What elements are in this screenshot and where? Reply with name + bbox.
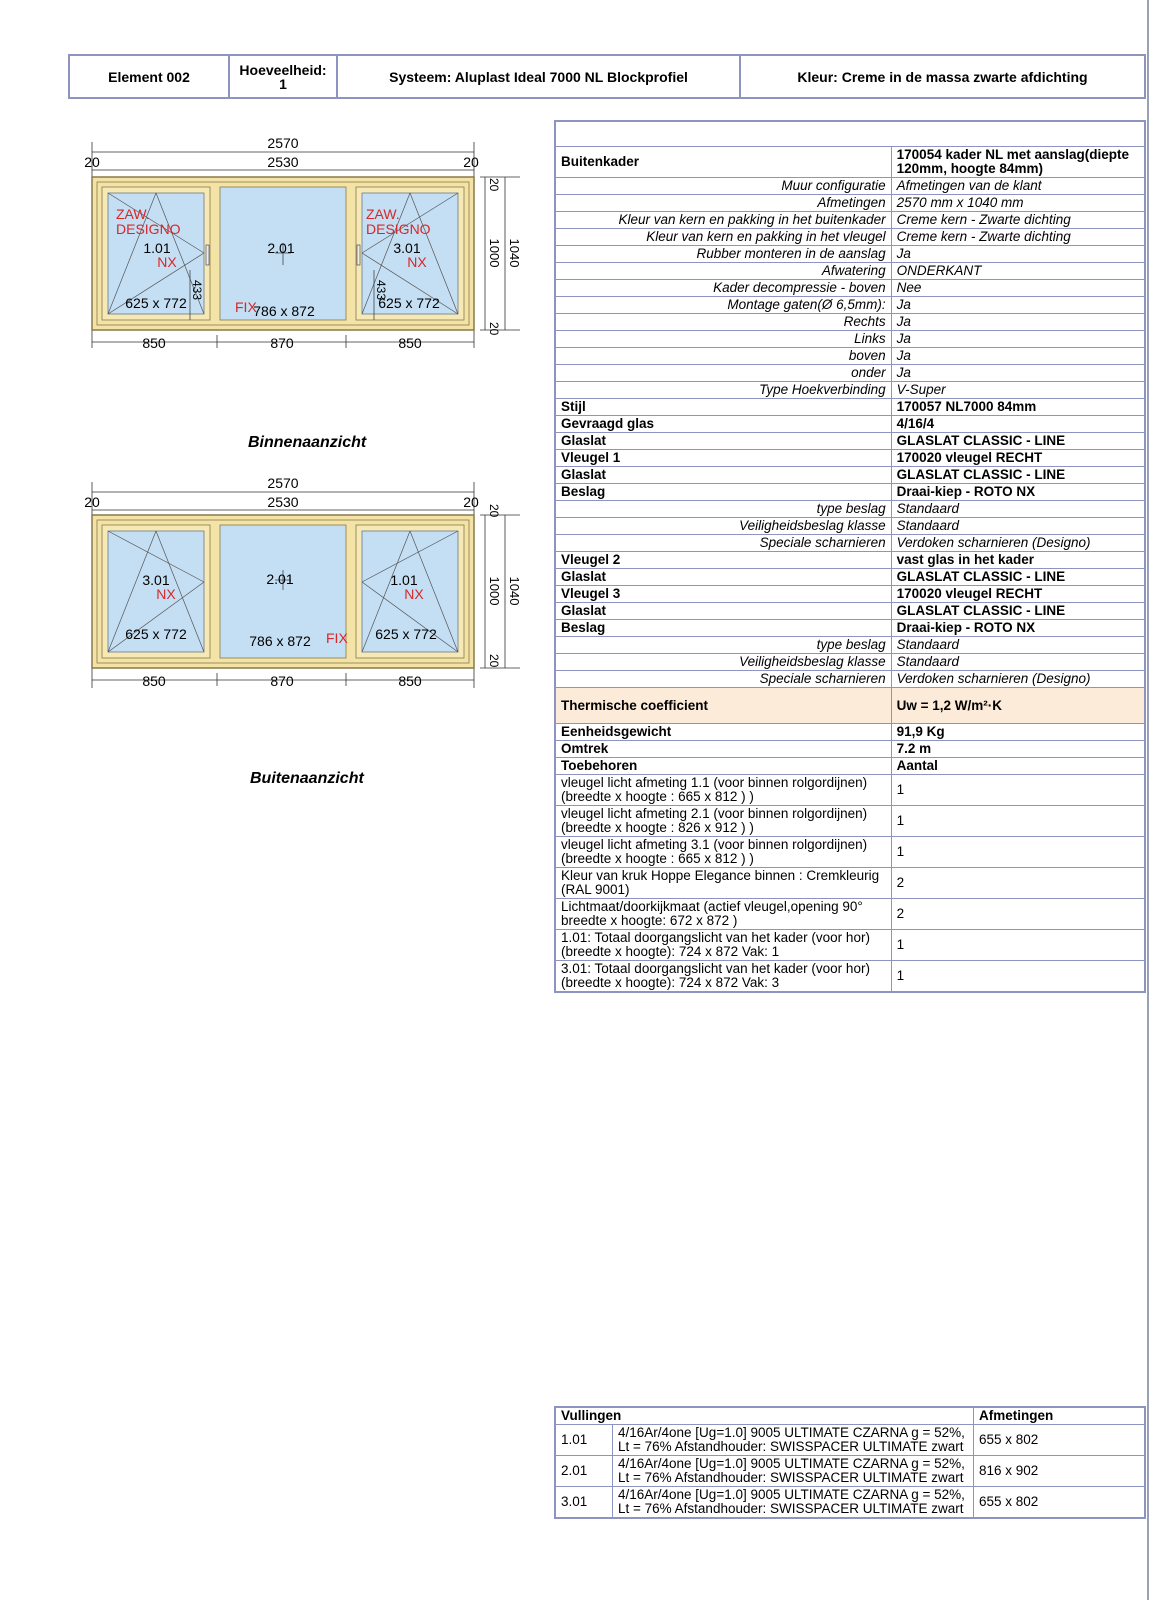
inside-total-height: 1040	[507, 238, 522, 268]
spec-value: V-Super	[891, 382, 1145, 399]
spec-label: Eenheidsgewicht	[555, 724, 891, 741]
spec-value: 7.2 m	[891, 741, 1145, 758]
accessories-header: Toebehoren	[555, 758, 891, 775]
spec-row	[555, 246, 1145, 263]
system-label: Systeem: Aluplast Ideal 7000 NL Blockprofiel	[338, 56, 741, 97]
fillings-header-row	[555, 1407, 1145, 1425]
spec-value: Nee	[891, 280, 1145, 297]
spec-value: Draai-kiep - ROTO NX	[891, 484, 1145, 501]
spec-label: Type Hoekverbinding	[555, 382, 891, 399]
spec-value: Ja	[891, 348, 1145, 365]
inside-right-id: 3.01	[393, 240, 421, 256]
spec-value: 91,9 Kg	[891, 724, 1145, 741]
filling-id: 3.01	[555, 1487, 613, 1519]
spec-label: Stijl	[555, 399, 891, 416]
spec-row	[555, 724, 1145, 741]
spec-row	[555, 314, 1145, 331]
spec-row	[555, 637, 1145, 654]
spec-label: Kleur van kern en pakking in het buitenkader	[555, 212, 891, 229]
accessory-qty: 1	[891, 961, 1145, 993]
spec-row	[555, 586, 1145, 603]
spec-label: Glaslat	[555, 433, 891, 450]
inside-right-size: 625 x 772	[378, 295, 440, 311]
spec-row	[555, 450, 1145, 467]
spec-value: GLASLAT CLASSIC - LINE	[891, 569, 1145, 586]
accessory-qty: 1	[891, 930, 1145, 961]
spec-value: Ja	[891, 331, 1145, 348]
spec-value: Afmetingen van de klant	[891, 178, 1145, 195]
spec-label: Gevraagd glas	[555, 416, 891, 433]
accessories-qty-header: Aantal	[891, 758, 1145, 775]
spec-label: type beslag	[555, 501, 891, 518]
spec-row	[555, 263, 1145, 280]
outside-left-nx: NX	[156, 586, 176, 602]
outside-center-size: 786 x 872	[249, 633, 311, 649]
spec-row	[555, 741, 1145, 758]
filling-row	[555, 1487, 1145, 1519]
spec-label: Links	[555, 331, 891, 348]
spec-table	[554, 120, 1146, 993]
spec-label: boven	[555, 348, 891, 365]
inside-col1-width: 850	[142, 335, 166, 350]
outside-inner-height: 1000	[487, 576, 502, 606]
spec-value: ONDERKANT	[891, 263, 1145, 280]
outside-total-height: 1040	[507, 576, 522, 606]
spec-value: Standaard	[891, 654, 1145, 671]
spec-label: Beslag	[555, 620, 891, 637]
accessory-row	[555, 930, 1145, 961]
outside-left-id: 3.01	[142, 572, 170, 588]
spec-value: 170020 vleugel RECHT	[891, 450, 1145, 467]
spec-value: Ja	[891, 246, 1145, 263]
spec-label: Vleugel 2	[555, 552, 891, 569]
outside-col1-width: 850	[142, 673, 166, 689]
spec-row	[555, 518, 1145, 535]
spec-row	[555, 467, 1145, 484]
fillings-header: Vullingen	[555, 1407, 974, 1425]
accessory-row	[555, 837, 1145, 868]
filling-dims: 816 x 902	[974, 1456, 1146, 1487]
spec-label: Glaslat	[555, 569, 891, 586]
spec-label: Beslag	[555, 484, 891, 501]
filling-desc: 4/16Ar/4one [Ug=1.0] 9005 ULTIMATE CZARNA g = 52%, Lt = 76% Afstandhouder: SWISSPACER ULTIMATE zwart	[613, 1425, 974, 1456]
spec-value: Ja	[891, 365, 1145, 382]
element-label: Element 002	[70, 56, 230, 97]
spec-row	[555, 212, 1145, 229]
spec-value: Creme kern - Zwarte dichting	[891, 229, 1145, 246]
spec-row	[555, 399, 1145, 416]
outside-right-id: 1.01	[390, 572, 418, 588]
outside-margin-top: 20	[487, 504, 501, 518]
inside-left-tag-line2: DESIGNO	[116, 221, 181, 237]
accessory-text: vleugel licht afmeting 2.1 (voor binnen rolgordijnen) (breedte x hoogte : 826 x 912 ) )	[555, 806, 891, 837]
outside-right-nx: NX	[404, 586, 424, 602]
accessory-row	[555, 806, 1145, 837]
inside-left-handle: 433	[190, 280, 204, 301]
outside-center-fix: FIX	[326, 630, 348, 646]
inside-col2-width: 870	[270, 335, 294, 350]
accessories-header-row	[555, 758, 1145, 775]
spec-value: Ja	[891, 297, 1145, 314]
spec-label: Rechts	[555, 314, 891, 331]
spec-row	[555, 348, 1145, 365]
spec-row	[555, 416, 1145, 433]
spec-header-cell	[555, 121, 1145, 147]
quantity-value: 1	[279, 75, 287, 92]
spec-row	[555, 671, 1145, 688]
inside-right-tag-line2: DESIGNO	[366, 221, 431, 237]
inside-col3-width: 850	[398, 335, 422, 350]
accessory-text: vleugel licht afmeting 1.1 (voor binnen rolgordijnen) (breedte x hoogte : 665 x 812 ) )	[555, 775, 891, 806]
spec-row	[555, 195, 1145, 212]
spec-row	[555, 229, 1145, 246]
spec-row	[555, 382, 1145, 399]
spec-value: 4/16/4	[891, 416, 1145, 433]
spec-value: Draai-kiep - ROTO NX	[891, 620, 1145, 637]
accessory-text: vleugel licht afmeting 3.1 (voor binnen rolgordijnen) (breedte x hoogte : 665 x 812 ) )	[555, 837, 891, 868]
accessory-text: Lichtmaat/doorkijkmaat (actief vleugel,opening 90° breedte x hoogte: 672 x 872 )	[555, 899, 891, 930]
spec-value: Standaard	[891, 518, 1145, 535]
filling-id: 1.01	[555, 1425, 613, 1456]
accessory-text: 1.01: Totaal doorgangslicht van het kader (voor hor) (breedte x hoogte): 724 x 872 Vak: 1	[555, 930, 891, 961]
spec-row	[555, 147, 1145, 178]
spec-label: Omtrek	[555, 741, 891, 758]
outside-margin-right: 20	[463, 494, 479, 510]
outside-inner-width: 2530	[267, 494, 299, 510]
spec-value: Standaard	[891, 501, 1145, 518]
accessory-qty: 1	[891, 775, 1145, 806]
inside-margin-bottom: 20	[487, 322, 501, 336]
spec-value: GLASLAT CLASSIC - LINE	[891, 433, 1145, 450]
outside-col3-width: 850	[398, 673, 422, 689]
spec-value: vast glas in het kader	[891, 552, 1145, 569]
spec-row	[555, 365, 1145, 382]
inside-left-id: 1.01	[143, 240, 171, 256]
inside-left-size: 625 x 772	[125, 295, 187, 311]
spec-label: Vleugel 1	[555, 450, 891, 467]
spec-value: Verdoken scharnieren (Designo)	[891, 671, 1145, 688]
spec-row	[555, 654, 1145, 671]
outside-total-width: 2570	[267, 475, 299, 491]
spec-label: Afmetingen	[555, 195, 891, 212]
fillings-table	[554, 1406, 1146, 1519]
accessory-text: 3.01: Totaal doorgangslicht van het kader (voor hor) (breedte x hoogte): 724 x 872 Vak: 3	[555, 961, 891, 993]
accessory-qty: 2	[891, 899, 1145, 930]
spec-row	[555, 501, 1145, 518]
accessory-qty: 1	[891, 837, 1145, 868]
spec-label: Speciale scharnieren	[555, 671, 891, 688]
outside-margin-left: 20	[84, 494, 100, 510]
spec-row	[555, 688, 1145, 724]
spec-header-row	[555, 121, 1145, 147]
spec-label: Veiligheidsbeslag klasse	[555, 518, 891, 535]
spec-label: Thermische coefficient	[555, 688, 891, 724]
spec-row	[555, 297, 1145, 314]
spec-label: Muur configuratie	[555, 178, 891, 195]
spec-row	[555, 178, 1145, 195]
fillings-dims-header: Afmetingen	[974, 1407, 1146, 1425]
spec-value: 170054 kader NL met aanslag(diepte 120mm, hoogte 84mm)	[891, 147, 1145, 178]
spec-row	[555, 433, 1145, 450]
inside-left-nx: NX	[157, 254, 177, 270]
spec-label: onder	[555, 365, 891, 382]
page-right-border	[1147, 0, 1149, 1600]
spec-label: Afwatering	[555, 263, 891, 280]
accessory-row	[555, 961, 1145, 993]
spec-value: Uw = 1,2 W/m²·K	[891, 688, 1145, 724]
spec-label: Speciale scharnieren	[555, 535, 891, 552]
spec-label: Montage gaten(Ø 6,5mm):	[555, 297, 891, 314]
filling-dims: 655 x 802	[974, 1487, 1146, 1519]
spec-row	[555, 603, 1145, 620]
spec-value: 170057 NL7000 84mm	[891, 399, 1145, 416]
spec-label: Glaslat	[555, 467, 891, 484]
quantity-cell	[230, 56, 338, 97]
spec-label: Veiligheidsbeslag klasse	[555, 654, 891, 671]
spec-value: 170020 vleugel RECHT	[891, 586, 1145, 603]
filling-row	[555, 1425, 1145, 1456]
inside-inner-height: 1000	[487, 238, 502, 268]
spec-label: Buitenkader	[555, 147, 891, 178]
spec-label: Vleugel 3	[555, 586, 891, 603]
spec-row	[555, 569, 1145, 586]
outside-view-caption: Buitenaanzicht	[250, 770, 364, 787]
spec-label: Rubber monteren in de aanslag	[555, 246, 891, 263]
spec-label: Kader decompressie - boven	[555, 280, 891, 297]
spec-row	[555, 620, 1145, 637]
inside-left-tag-line1: ZAW.	[116, 206, 150, 222]
spec-label: type beslag	[555, 637, 891, 654]
spec-label: Glaslat	[555, 603, 891, 620]
spec-value: Ja	[891, 314, 1145, 331]
inside-view-drawing	[80, 130, 530, 350]
inside-center-size: 786 x 872	[253, 303, 315, 319]
inside-right-handle: 433	[374, 280, 388, 301]
spec-value: GLASLAT CLASSIC - LINE	[891, 467, 1145, 484]
spec-value: GLASLAT CLASSIC - LINE	[891, 603, 1145, 620]
inside-center-id: 2.01	[267, 240, 295, 256]
inside-center-fix: FIX	[235, 299, 257, 315]
inside-view-caption: Binnenaanzicht	[248, 434, 367, 451]
spec-value: Creme kern - Zwarte dichting	[891, 212, 1145, 229]
spec-value: 2570 mm x 1040 mm	[891, 195, 1145, 212]
outside-col2-width: 870	[270, 673, 294, 689]
accessory-qty: 1	[891, 806, 1145, 837]
inside-margin-top: 20	[487, 178, 501, 192]
inside-margin-right: 20	[463, 154, 479, 170]
accessory-text: Kleur van kruk Hoppe Elegance binnen : Cremkleurig (RAL 9001)	[555, 868, 891, 899]
inside-right-nx: NX	[407, 254, 427, 270]
spec-label: Kleur van kern en pakking in het vleugel	[555, 229, 891, 246]
spec-row	[555, 535, 1145, 552]
outside-view-drawing	[80, 470, 530, 690]
spec-row	[555, 331, 1145, 348]
accessory-row	[555, 899, 1145, 930]
outside-center-id: 2.01	[266, 571, 294, 587]
filling-desc: 4/16Ar/4one [Ug=1.0] 9005 ULTIMATE CZARNA g = 52%, Lt = 76% Afstandhouder: SWISSPACER ULTIMATE zwart	[613, 1456, 974, 1487]
spec-row	[555, 280, 1145, 297]
spec-row	[555, 484, 1145, 501]
color-label: Kleur: Creme in de massa zwarte afdichting	[797, 68, 1088, 85]
spec-value: Standaard	[891, 637, 1145, 654]
inside-total-width: 2570	[267, 135, 299, 151]
accessory-row	[555, 868, 1145, 899]
accessory-row	[555, 775, 1145, 806]
outside-margin-bottom: 20	[487, 654, 501, 668]
inside-right-tag-line1: ZAW.	[366, 206, 400, 222]
spec-row	[555, 552, 1145, 569]
inside-inner-width: 2530	[267, 154, 299, 170]
accessory-qty: 2	[891, 868, 1145, 899]
outside-right-size: 625 x 772	[375, 626, 437, 642]
spec-value: Verdoken scharnieren (Designo)	[891, 535, 1145, 552]
filling-row	[555, 1456, 1145, 1487]
filling-desc: 4/16Ar/4one [Ug=1.0] 9005 ULTIMATE CZARNA g = 52%, Lt = 76% Afstandhouder: SWISSPACER ULTIMATE zwart	[613, 1487, 974, 1519]
header-bar	[68, 54, 1146, 99]
filling-dims: 655 x 802	[974, 1425, 1146, 1456]
inside-margin-left: 20	[84, 154, 100, 170]
filling-id: 2.01	[555, 1456, 613, 1487]
quantity-label: Hoeveelheid:	[239, 61, 327, 78]
outside-left-size: 625 x 772	[125, 626, 187, 642]
